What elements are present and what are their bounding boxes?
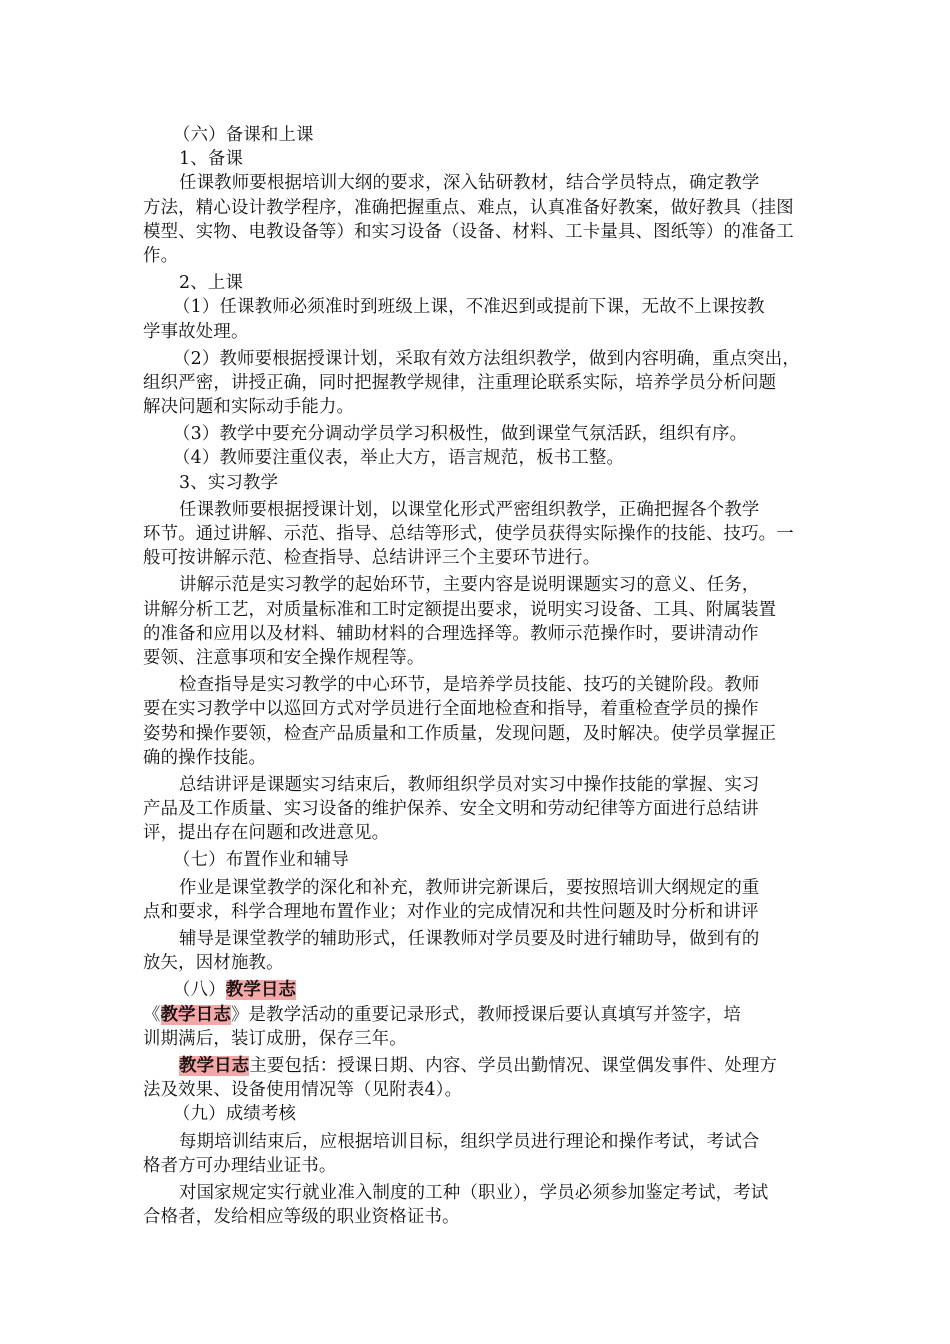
paragraph-8b-line-1 — [143, 1054, 813, 1078]
text-line: 作业是课堂教学的深化和补充，教师讲完新课后，要按照培训大纲规定的重 — [179, 877, 760, 898]
text-line: 任课教师要根据培训大纲的要求，深入钻研教材，结合学员特点，确定教学 — [179, 173, 760, 194]
paragraph-8a-line-2: 训期满后，装订成册，保存三年。 — [143, 1028, 407, 1049]
text-line: 确的操作技能。 — [143, 747, 267, 768]
text-line: 合格者，发给相应等级的职业资格证书。 — [143, 1207, 460, 1228]
text-line: （4）教师要注重仪表，举止大方，语言规范，板书工整。 — [173, 448, 625, 469]
document-body-top — [143, 123, 813, 975]
document-page — [143, 123, 813, 1229]
text-line: 要在实习教学中以巡回方式对学员进行全面地检查和指导，着重检查学员的操作 — [143, 699, 759, 720]
text-line: （2）教师要根据授课计划，采取有效方法组织教学，做到内容明确，重点突出， — [173, 348, 800, 369]
text-line: 模型、实物、电教设备等）和实习设备（设备、材料、工卡量具、图纸等）的准备工 — [143, 221, 794, 242]
text-line: 讲解分析工艺，对质量标准和工时定额提出要求，说明实习设备、工具、附属装置 — [143, 599, 777, 620]
teaching-log-highlight: 教学日志 — [160, 1004, 231, 1025]
text-line: 辅导是课堂教学的辅助形式，任课教师对学员要及时进行辅助导，做到有的 — [179, 929, 760, 949]
document-body-tail — [143, 1102, 813, 1229]
text-line: 每期培训结束后，应根据培训目标，组织学员进行理论和操作考试，考试合 — [179, 1131, 760, 1152]
text-line: 点和要求，科学合理地布置作业；对作业的完成情况和共性问题及时分析和讲评 — [143, 901, 759, 922]
text-line: （六）备课和上课 — [173, 125, 314, 145]
text-line: 3、实习教学 — [179, 472, 279, 493]
text-line: （3）教学中要充分调动学员学习积极性，做到课堂气氛活跃，组织有序。 — [173, 424, 748, 445]
text-line: （七）布置作业和辅导 — [173, 850, 349, 871]
text-line: （1）任课教师必须准时到班级上课，不准迟到或提前下课，无故不上课按教 — [173, 297, 765, 318]
section-8-prefix: （八） — [173, 980, 226, 1001]
text-line: 般可按讲解示范、检查指导、总结讲评三个主要环节进行。 — [143, 548, 601, 569]
text-line: 方法，精心设计教学程序，准确把握重点、难点，认真准备好教案，做好教具（挂图 — [143, 197, 794, 218]
paragraph-8a-line-1 — [143, 1003, 813, 1027]
text-line: 学事故处理。 — [143, 321, 249, 342]
teaching-log-highlight: 教学日志 — [179, 1055, 250, 1076]
text-line: 对国家规定实行就业准入制度的工种（职业），学员必须参加鉴定考试，考试 — [179, 1182, 769, 1203]
paragraph-8a-text: 》是教学活动的重要记录形式，教师授课后要认真填写并签字，培 — [230, 1004, 742, 1025]
text-line: 的准备和应用以及材料、辅助材料的合理选择等。教师示范操作时，要讲清动作 — [143, 623, 759, 644]
text-line: 评，提出存在问题和改进意见。 — [143, 823, 390, 844]
section-8-title-highlight: 教学日志 — [225, 980, 297, 1001]
text-line: 解决问题和实际动手能力。 — [143, 397, 355, 418]
paragraph-8b-line-2: 法及效果、设备使用情况等（见附表4）。 — [143, 1080, 463, 1101]
text-line: 要领、注意事项和安全操作规程等。 — [143, 647, 425, 668]
text-line: 讲解示范是实习教学的起始环节，主要内容是说明课题实习的意义、任务， — [179, 575, 760, 596]
text-line: （九）成绩考核 — [173, 1104, 297, 1125]
text-line: 环节。通过讲解、示范、指导、总结等形式，使学员获得实际操作的技能、技巧。一 — [143, 524, 794, 544]
section-heading-8 — [143, 978, 813, 1002]
text-line: 检查指导是实习教学的中心环节，是培养学员技能、技巧的关键阶段。教师 — [179, 675, 760, 696]
text-line: 作。 — [143, 245, 179, 266]
text-line: 格者方可办理结业证书。 — [143, 1155, 337, 1176]
open-bracket: 《 — [143, 1004, 161, 1025]
text-line: 姿势和操作要领，检查产品质量和工作质量，发现问题，及时解决。使学员掌握正 — [143, 723, 777, 744]
text-line: 放矢，因材施教。 — [143, 953, 284, 974]
text-line: 产品及工作质量、实习设备的维护保养、安全文明和劳动纪律等方面进行总结讲 — [143, 799, 759, 820]
text-line: 1、备课 — [179, 149, 244, 170]
text-line: 总结讲评是课题实习结束后，教师组织学员对实习中操作技能的掌握、实习 — [179, 774, 760, 795]
text-line: 组织严密，讲授正确，同时把握教学规律，注重理论联系实际，培养学员分析问题 — [143, 372, 777, 393]
text-line: 任课教师要根据授课计划，以课堂化形式严密组织教学，正确把握各个教学 — [179, 499, 760, 520]
text-line: 2、上课 — [179, 273, 244, 294]
paragraph-8b-text: 主要包括：授课日期、内容、学员出勤情况、课堂偶发事件、处理方 — [249, 1055, 778, 1076]
